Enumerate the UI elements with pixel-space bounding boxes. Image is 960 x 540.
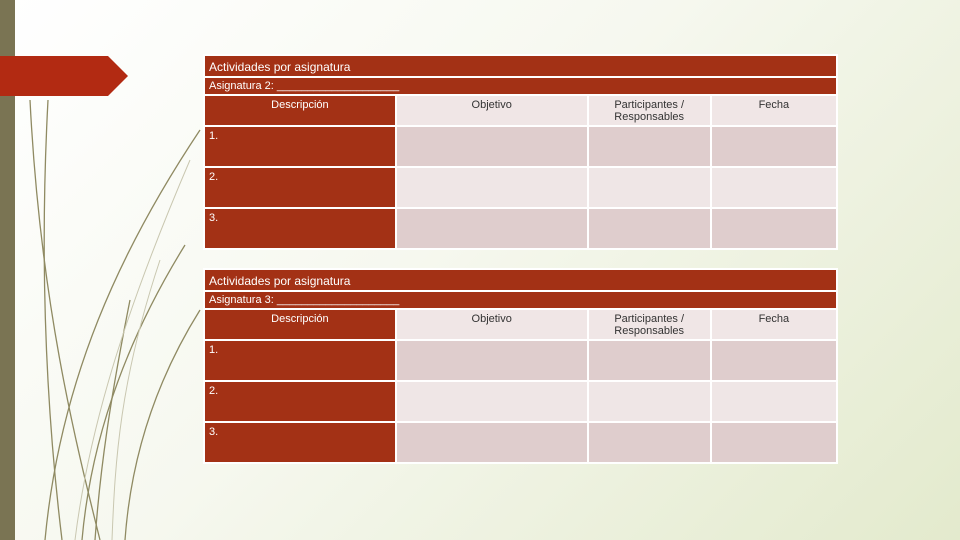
table-row — [205, 341, 836, 380]
row-number: 3. — [205, 209, 395, 248]
header-objetivo: Objetivo — [397, 96, 587, 125]
objetivo-cell[interactable] — [397, 168, 587, 207]
row-number: 1. — [205, 127, 395, 166]
fecha-cell[interactable] — [712, 423, 836, 462]
row-number: 1. — [205, 341, 395, 380]
participantes-cell[interactable] — [589, 341, 710, 380]
header-participantes: Participantes / Responsables — [589, 96, 710, 125]
table-title: Actividades por asignatura — [205, 56, 836, 76]
header-participantes: Participantes / Responsables — [589, 310, 710, 339]
header-descripcion: Descripción — [205, 96, 395, 125]
row-number: 2. — [205, 168, 395, 207]
table-title: Actividades por asignatura — [205, 270, 836, 290]
participantes-cell[interactable] — [589, 168, 710, 207]
activities-table-2 — [203, 268, 838, 464]
participantes-cell[interactable] — [589, 423, 710, 462]
fecha-cell[interactable] — [712, 168, 836, 207]
subject-label: Asignatura 3: ____________________ — [205, 292, 836, 308]
table-row — [205, 382, 836, 421]
header-objetivo: Objetivo — [397, 310, 587, 339]
fecha-cell[interactable] — [712, 382, 836, 421]
objetivo-cell[interactable] — [397, 209, 587, 248]
table-row — [205, 423, 836, 462]
fecha-cell[interactable] — [712, 341, 836, 380]
objetivo-cell[interactable] — [397, 382, 587, 421]
participantes-cell[interactable] — [589, 127, 710, 166]
row-number: 3. — [205, 423, 395, 462]
participantes-cell[interactable] — [589, 382, 710, 421]
header-fecha: Fecha — [712, 310, 836, 339]
activities-table-1 — [203, 54, 838, 250]
row-number: 2. — [205, 382, 395, 421]
fecha-cell[interactable] — [712, 209, 836, 248]
header-descripcion: Descripción — [205, 310, 395, 339]
objetivo-cell[interactable] — [397, 341, 587, 380]
table-row — [205, 127, 836, 166]
table-row — [205, 168, 836, 207]
arrow-banner — [0, 56, 128, 96]
objetivo-cell[interactable] — [397, 423, 587, 462]
participantes-cell[interactable] — [589, 209, 710, 248]
fecha-cell[interactable] — [712, 127, 836, 166]
objetivo-cell[interactable] — [397, 127, 587, 166]
table-row — [205, 209, 836, 248]
header-fecha: Fecha — [712, 96, 836, 125]
subject-label: Asignatura 2: ____________________ — [205, 78, 836, 94]
